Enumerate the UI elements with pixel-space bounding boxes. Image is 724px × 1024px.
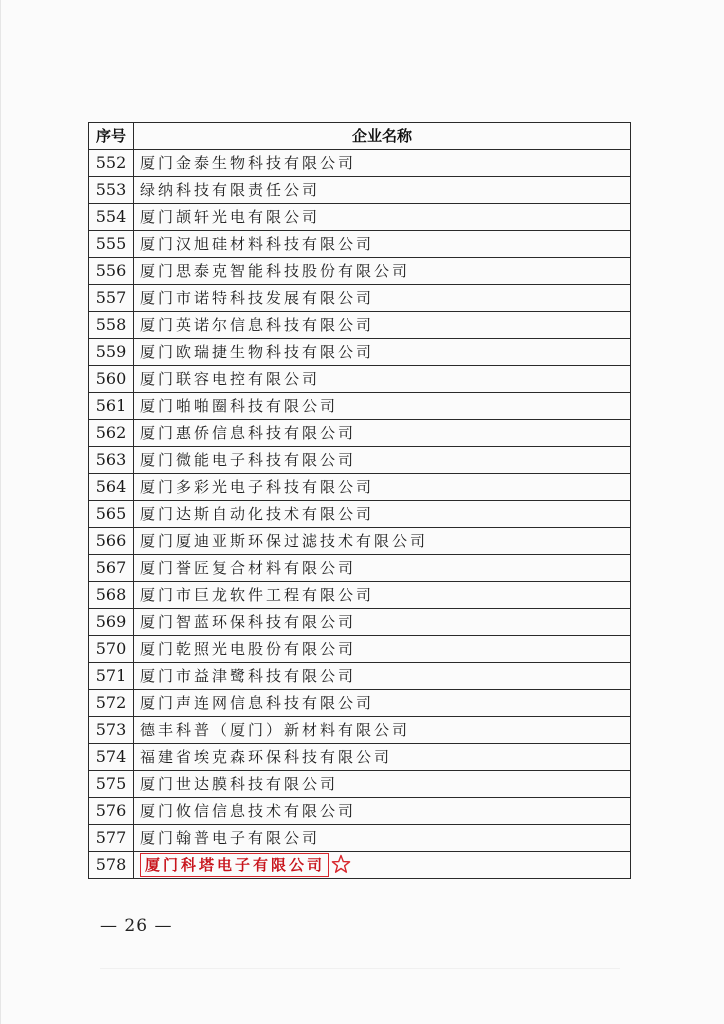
row-number: 554 bbox=[89, 204, 134, 231]
row-company-name: 厦门达斯自动化技术有限公司 bbox=[134, 501, 631, 528]
table-row bbox=[89, 663, 631, 690]
row-number: 577 bbox=[89, 825, 134, 852]
row-company-name bbox=[134, 852, 631, 879]
table-row bbox=[89, 501, 631, 528]
table-row bbox=[89, 150, 631, 177]
table-row bbox=[89, 771, 631, 798]
row-company-name: 厦门翰普电子有限公司 bbox=[134, 825, 631, 852]
header-company-name: 企业名称 bbox=[134, 123, 631, 150]
table-row bbox=[89, 177, 631, 204]
divider bbox=[100, 968, 620, 969]
row-number: 561 bbox=[89, 393, 134, 420]
star-icon bbox=[331, 854, 351, 877]
row-number: 553 bbox=[89, 177, 134, 204]
row-number: 573 bbox=[89, 717, 134, 744]
row-number: 570 bbox=[89, 636, 134, 663]
row-company-name: 厦门智蓝环保科技有限公司 bbox=[134, 609, 631, 636]
row-company-name: 厦门颉轩光电有限公司 bbox=[134, 204, 631, 231]
table-row bbox=[89, 582, 631, 609]
row-company-name: 德丰科普（厦门）新材料有限公司 bbox=[134, 717, 631, 744]
row-number: 552 bbox=[89, 150, 134, 177]
table-row bbox=[89, 798, 631, 825]
row-number: 578 bbox=[89, 852, 134, 879]
row-company-name: 厦门多彩光电子科技有限公司 bbox=[134, 474, 631, 501]
table-row bbox=[89, 744, 631, 771]
table-body bbox=[89, 150, 631, 879]
row-number: 575 bbox=[89, 771, 134, 798]
row-number: 557 bbox=[89, 285, 134, 312]
table-row bbox=[89, 420, 631, 447]
row-number: 567 bbox=[89, 555, 134, 582]
row-company-name: 厦门微能电子科技有限公司 bbox=[134, 447, 631, 474]
table-row bbox=[89, 312, 631, 339]
page-number: — 26 — bbox=[100, 916, 173, 936]
row-company-name: 厦门市巨龙软件工程有限公司 bbox=[134, 582, 631, 609]
row-number: 572 bbox=[89, 690, 134, 717]
table-row bbox=[89, 339, 631, 366]
highlighted-company-name: 厦门科塔电子有限公司 bbox=[140, 853, 329, 877]
table-row bbox=[89, 231, 631, 258]
header-number: 序号 bbox=[89, 123, 134, 150]
row-company-name: 厦门乾照光电股份有限公司 bbox=[134, 636, 631, 663]
table-header-row bbox=[89, 123, 631, 150]
row-company-name: 福建省埃克森环保科技有限公司 bbox=[134, 744, 631, 771]
row-company-name: 厦门声连网信息科技有限公司 bbox=[134, 690, 631, 717]
row-number: 556 bbox=[89, 258, 134, 285]
table-row bbox=[89, 717, 631, 744]
row-company-name: 厦门欧瑞捷生物科技有限公司 bbox=[134, 339, 631, 366]
row-number: 569 bbox=[89, 609, 134, 636]
row-company-name: 厦门市益津鹭科技有限公司 bbox=[134, 663, 631, 690]
row-number: 571 bbox=[89, 663, 134, 690]
row-number: 560 bbox=[89, 366, 134, 393]
row-company-name: 厦门思泰克智能科技股份有限公司 bbox=[134, 258, 631, 285]
row-number: 568 bbox=[89, 582, 134, 609]
row-company-name: 厦门誉匠复合材料有限公司 bbox=[134, 555, 631, 582]
row-number: 563 bbox=[89, 447, 134, 474]
table-row bbox=[89, 393, 631, 420]
row-company-name: 绿纳科技有限责任公司 bbox=[134, 177, 631, 204]
table-row bbox=[89, 258, 631, 285]
row-number: 564 bbox=[89, 474, 134, 501]
row-number: 558 bbox=[89, 312, 134, 339]
row-number: 562 bbox=[89, 420, 134, 447]
row-number: 555 bbox=[89, 231, 134, 258]
row-company-name: 厦门厦迪亚斯环保过滤技术有限公司 bbox=[134, 528, 631, 555]
row-number: 565 bbox=[89, 501, 134, 528]
table-row bbox=[89, 447, 631, 474]
table-row bbox=[89, 528, 631, 555]
row-company-name: 厦门汉旭硅材料科技有限公司 bbox=[134, 231, 631, 258]
row-company-name: 厦门攸信信息技术有限公司 bbox=[134, 798, 631, 825]
company-list-table bbox=[88, 122, 631, 879]
table-row bbox=[89, 366, 631, 393]
row-company-name: 厦门世达膜科技有限公司 bbox=[134, 771, 631, 798]
table-row bbox=[89, 285, 631, 312]
table-row bbox=[89, 609, 631, 636]
table-row bbox=[89, 825, 631, 852]
table-row bbox=[89, 555, 631, 582]
row-number: 566 bbox=[89, 528, 134, 555]
row-company-name: 厦门市诺特科技发展有限公司 bbox=[134, 285, 631, 312]
table-row bbox=[89, 852, 631, 879]
row-number: 574 bbox=[89, 744, 134, 771]
row-company-name: 厦门联容电控有限公司 bbox=[134, 366, 631, 393]
table-row bbox=[89, 690, 631, 717]
row-number: 576 bbox=[89, 798, 134, 825]
table-row bbox=[89, 636, 631, 663]
table-row bbox=[89, 204, 631, 231]
row-company-name: 厦门惠侨信息科技有限公司 bbox=[134, 420, 631, 447]
row-company-name: 厦门英诺尔信息科技有限公司 bbox=[134, 312, 631, 339]
row-number: 559 bbox=[89, 339, 134, 366]
table-row bbox=[89, 474, 631, 501]
row-company-name: 厦门金泰生物科技有限公司 bbox=[134, 150, 631, 177]
row-company-name: 厦门啪啪圈科技有限公司 bbox=[134, 393, 631, 420]
